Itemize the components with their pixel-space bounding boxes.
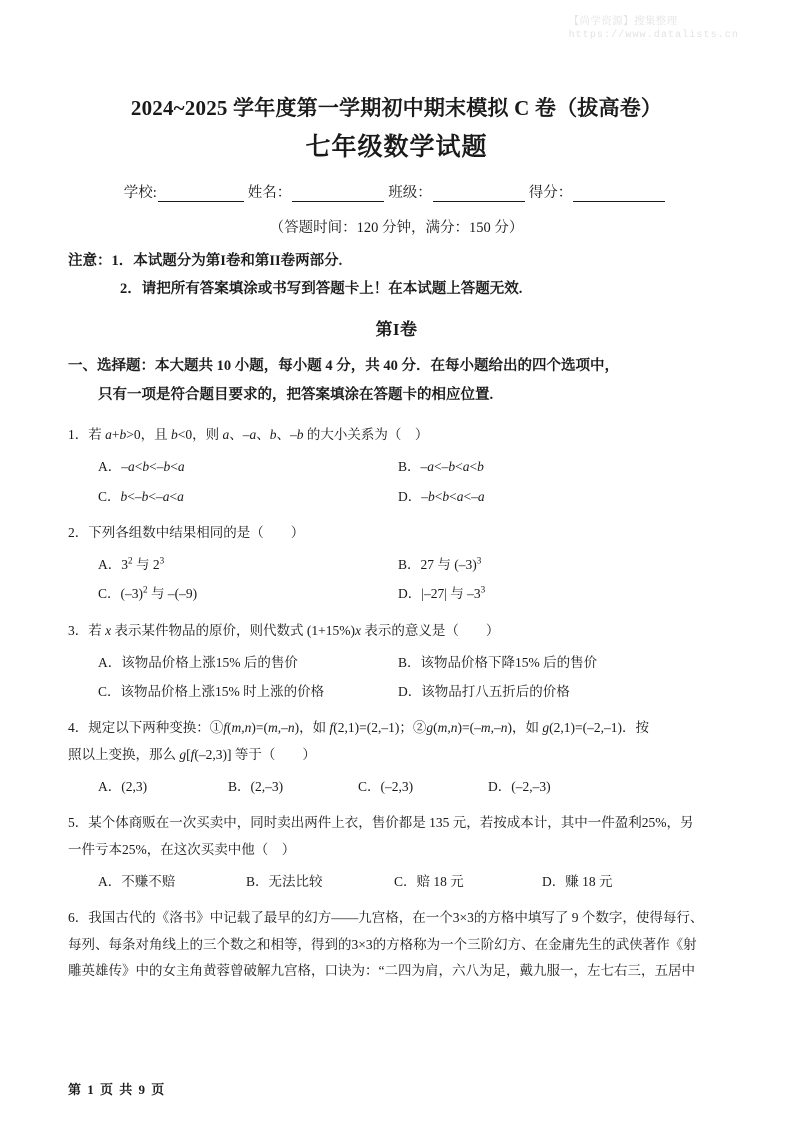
option-row (68, 555, 725, 575)
section-intro (68, 352, 725, 409)
exam-meta: （答题时间：120 分钟，满分：150 分） (269, 219, 524, 236)
option-A[interactable] (98, 457, 398, 477)
option-A-label: A． (98, 873, 122, 889)
option-A[interactable] (98, 777, 228, 797)
section-intro-line2: 只有一项是符合题目要求的，把答案填涂在答题卡的相应位置. (98, 386, 494, 403)
option-A[interactable] (98, 653, 398, 673)
option-D-label: D． (398, 488, 422, 504)
question-5-text-line1: 某个体商贩在一次买卖中，同时卖出两件上衣，售价都是 135 元，若按成本计，其中一件盈利25%，另 (88, 815, 694, 831)
option-A-text: –a<b<–b<a (121, 459, 185, 475)
field-score-blank[interactable] (573, 186, 665, 202)
option-A-text: $3^2$ 与 $2^3$ (121, 555, 165, 573)
option-C-text: (–2,3) (380, 779, 414, 795)
question-2-options (68, 555, 725, 605)
option-A-text: (2,3) (121, 779, 148, 795)
option-D-text: –b<b<a<–a (421, 488, 485, 504)
option-A-label: A． (98, 557, 122, 573)
note-item-2: 2．请把所有答案填涂或书写到答题卡上！在本试题上答题无效. (120, 281, 523, 298)
question-1-text: 若 a+b>0，且 b<0，则 a、–a、b、–b 的大小关系为（ ） (88, 427, 429, 442)
option-B-label: B． (228, 779, 251, 795)
field-school-blank[interactable] (158, 186, 244, 202)
question-4-text-line1: 规定以下两种变换：①f(m,n)=(m,–n)，如 f(2,1)=(2,–1)；②g(m,n)=(–m,–n)，如 g(2,1)=(–2,–1)．按 (88, 720, 649, 736)
question-3-stem (68, 618, 725, 644)
question-3-options (68, 653, 725, 703)
option-row (68, 872, 725, 892)
watermark-url: https://www.datalists.cn (568, 30, 739, 42)
field-name-label: 姓名： (247, 184, 292, 201)
question-5-text-line2: 一件亏本25%，在这次买卖中他（ ） (68, 841, 296, 857)
option-C-label: C． (98, 684, 121, 700)
field-class-label: 班级： (388, 184, 432, 201)
option-D[interactable] (488, 777, 618, 797)
question-4-text-line2-row (68, 742, 725, 768)
question-5 (68, 810, 725, 892)
question-3 (68, 618, 725, 703)
option-B-label: B． (398, 557, 421, 573)
option-B-text: 该物品价格下降15% 后的售价 (420, 654, 598, 670)
question-3-text: 若 x 表示某件物品的原价，则代数式 (1+15%)x 表示的意义是（ ） (88, 622, 500, 638)
option-B-text: –a<–b<a<b (420, 459, 484, 475)
option-B[interactable] (398, 555, 698, 575)
question-3-number: 3． (68, 622, 89, 638)
question-5-stem (68, 810, 725, 836)
option-B[interactable] (398, 457, 698, 477)
page-footer: 第 1 页 共 9 页 (68, 1082, 166, 1097)
option-A-label: A． (98, 654, 122, 670)
option-D[interactable] (398, 584, 698, 604)
option-C[interactable] (394, 872, 542, 892)
option-C-label: C． (98, 488, 121, 504)
question-6-text-line1: 我国古代的《洛书》中记载了最早的幻方——九宫格，在一个3×3的方格中填写了 9 个数字，使得每行、 (88, 910, 704, 926)
option-A-label: A． (98, 779, 122, 795)
option-B-label: B． (398, 459, 421, 475)
option-A[interactable] (98, 555, 398, 575)
option-row (68, 487, 725, 507)
option-row (68, 777, 725, 797)
question-6-text-line2-row (68, 932, 725, 958)
question-4-options (68, 777, 725, 797)
question-6-text-line2: 每列、每条对角线上的三个数之和相等，得到的3×3的方格称为一个三阶幻方、在金庸先生的武侠著作《射 (68, 936, 697, 952)
question-6 (68, 905, 725, 984)
option-D-label: D． (488, 779, 512, 795)
option-D-label: D． (398, 586, 422, 602)
option-D-text: |–27| 与 $-3^3$ (421, 584, 486, 602)
option-B-text: 27 与 $(-3)^3$ (420, 555, 482, 573)
option-D-label: D． (398, 684, 422, 700)
question-4-stem (68, 715, 725, 741)
option-B[interactable] (246, 872, 394, 892)
note-row-1 (68, 247, 725, 275)
question-1-stem (68, 422, 725, 448)
notes-head: 注意： (68, 252, 112, 269)
field-class-blank[interactable] (433, 186, 525, 202)
question-1 (68, 422, 725, 507)
option-C-text: 该物品价格上涨15% 时上涨的价格 (120, 684, 325, 700)
option-D[interactable] (398, 682, 698, 702)
option-C[interactable] (98, 584, 398, 604)
question-6-text-line3: 雕英雄传》中的女主角黄蓉曾破解九宫格，口诀为：“二四为肩，六八为足，戴九服一，左七右三，五居中 (68, 962, 695, 978)
option-D[interactable] (542, 872, 690, 892)
option-D[interactable] (398, 487, 698, 507)
option-B-text: 无法比较 (268, 873, 323, 889)
option-C-text: b<–b<–a<a (120, 488, 184, 504)
question-4-text-line2: 照以上变换，那么 g[f(–2,3)] 等于（ ） (68, 746, 316, 762)
field-school (124, 181, 248, 202)
option-C-text: $(-3)^2$ 与 –(–9) (120, 584, 198, 602)
option-A-label: A． (98, 459, 122, 475)
question-5-text-line2-row (68, 837, 725, 863)
option-B-label: B． (398, 654, 421, 670)
question-5-options (68, 872, 725, 892)
option-D-text: 该物品打八五折后的价格 (421, 684, 570, 700)
field-class (388, 181, 529, 202)
student-info-line (68, 181, 725, 202)
option-C[interactable] (98, 682, 398, 702)
option-row (68, 457, 725, 477)
option-row (68, 653, 725, 673)
option-B-label: B． (246, 873, 269, 889)
option-A-text: 不赚不赔 (121, 873, 176, 889)
question-6-stem (68, 905, 725, 931)
question-6-number: 6． (68, 910, 89, 926)
option-D-label: D． (542, 873, 566, 889)
option-C-label: C． (98, 586, 121, 602)
option-B[interactable] (228, 777, 358, 797)
question-2-number: 2． (68, 524, 89, 540)
exam-notes (68, 247, 725, 304)
watermark-title: 【尚学资源】搜集整理 (568, 15, 678, 27)
question-2 (68, 520, 725, 605)
page-subtitle: 七年级数学试题 (305, 134, 488, 162)
option-D-text: (–2,–3) (511, 779, 551, 795)
field-school-label: 学校: (123, 184, 157, 201)
option-D-text: 赚 18 元 (565, 873, 613, 889)
question-2-stem (68, 520, 725, 546)
option-B[interactable] (398, 653, 698, 673)
option-B-text: (2,–3) (250, 779, 284, 795)
field-score-label: 得分： (528, 184, 573, 201)
question-6-text-line3-row (68, 958, 725, 984)
option-C-label: C． (358, 779, 381, 795)
option-C[interactable] (98, 487, 398, 507)
question-1-number: 1． (68, 427, 89, 442)
option-row (68, 682, 725, 702)
option-C-text: 赔 18 元 (416, 873, 464, 889)
question-5-number: 5． (68, 815, 89, 831)
part-title: 第I卷 (375, 320, 418, 340)
field-score (529, 181, 670, 202)
option-C[interactable] (358, 777, 488, 797)
option-A[interactable] (98, 872, 246, 892)
option-C-label: C． (394, 873, 417, 889)
question-4-number: 4． (68, 720, 89, 736)
page-title: 2024~2025 学年度第一学期初中期末模拟 C 卷（拔高卷） (130, 96, 663, 120)
question-1-options (68, 457, 725, 507)
question-4 (68, 715, 725, 797)
field-name-blank[interactable] (292, 186, 384, 202)
option-A-text: 该物品价格上涨15% 后的售价 (121, 654, 298, 670)
field-name (248, 181, 389, 202)
section-intro-line1: 一、选择题：本大题共 10 小题，每小题 4 分，共 40 分．在每小题给出的四个选项中， (68, 358, 619, 375)
question-2-text: 下列各组数中结果相同的是（ ） (88, 524, 305, 540)
option-row (68, 584, 725, 604)
note-item-1: 1．本试题分为第I卷和第II卷两部分. (111, 252, 343, 269)
